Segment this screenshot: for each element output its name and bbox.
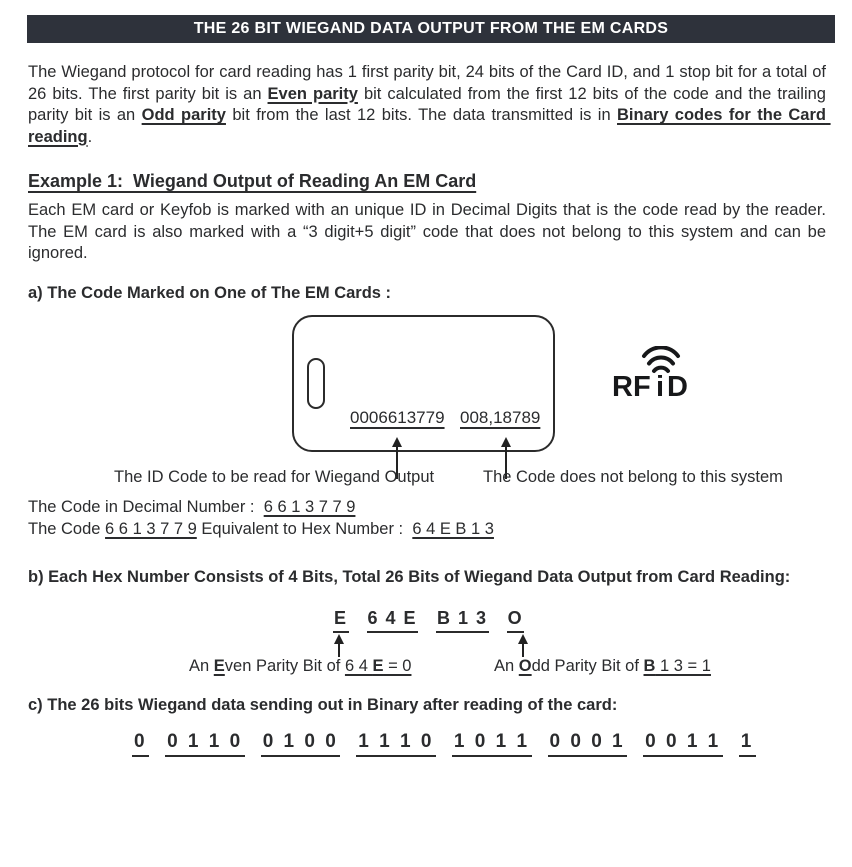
even-caption-letter: E bbox=[213, 657, 225, 675]
hex-number-line bbox=[28, 520, 494, 539]
odd-caption-letter: O bbox=[518, 657, 532, 675]
rfid-wave-medium-icon bbox=[649, 358, 673, 364]
binary-group-6: 0 0 1 1 bbox=[643, 731, 723, 757]
even-code-post: = 0 bbox=[383, 657, 412, 675]
rfid-letters-rf: RF bbox=[612, 371, 651, 403]
example1-paragraph: Each EM card or Keyfob is marked with an unique ID in Decimal Digits that is the code read by the reader. The EM card is also marked with a “3 digit+5 digit” code that does not belong to this system and can be ignored. bbox=[28, 201, 831, 262]
odd-code-post: 1 3 = 1 bbox=[655, 657, 711, 675]
decimal-label: The Code in Decimal Number : bbox=[28, 498, 264, 516]
odd-caption-mid: dd Parity Bit of bbox=[531, 657, 644, 675]
em-card-illustration bbox=[292, 315, 555, 452]
binary-group-odd-parity: 1 bbox=[739, 731, 756, 757]
even-parity-term: Even parity bbox=[267, 84, 358, 103]
binary-codes-term: Binary codes for the Card reading bbox=[28, 106, 831, 146]
hex-line-mid: Equivalent to Hex Number : bbox=[196, 520, 413, 538]
card-id-code: 0006613779 bbox=[350, 408, 445, 427]
card-secondary-code: 008,18789 bbox=[460, 408, 541, 427]
binary-group-even-parity: 0 bbox=[132, 731, 149, 757]
hex-group-64e: 6 4 E bbox=[367, 608, 419, 633]
binary-group-3: 1 1 1 0 bbox=[356, 731, 436, 757]
arrow-up-icon bbox=[518, 634, 528, 657]
title-bar bbox=[27, 15, 835, 43]
caption-id-code: The ID Code to be read for Wiegand Output bbox=[114, 468, 435, 486]
binary-group-1: 0 1 1 0 bbox=[165, 731, 245, 757]
even-caption-pre: An bbox=[189, 657, 214, 675]
arrowhead bbox=[392, 437, 402, 447]
intro-text-3: bit from the last 12 bits. The data transmitted is in bbox=[225, 106, 618, 124]
section-c-heading: c) The 26 bits Wiegand data sending out in Binary after reading of the card: bbox=[28, 696, 618, 714]
odd-code-bold: B bbox=[643, 657, 656, 675]
hex-group-b13: B 1 3 bbox=[436, 608, 489, 633]
arrowhead bbox=[334, 634, 344, 644]
section-a-heading: a) The Code Marked on One of The EM Cards : bbox=[28, 284, 392, 302]
arrow-up-icon bbox=[334, 634, 344, 657]
page-title: THE 26 BIT WIEGAND DATA OUTPUT FROM THE EM CARDS bbox=[193, 20, 669, 37]
binary-bit-row bbox=[132, 731, 756, 757]
hex-bit-row bbox=[333, 608, 524, 633]
arrowhead bbox=[501, 437, 511, 447]
example1-heading: Example 1: Wiegand Output of Reading An EM Card bbox=[28, 171, 477, 191]
rfid-letter-d: D bbox=[667, 371, 688, 403]
hex-group-odd-parity: O bbox=[507, 608, 525, 633]
even-caption-mid: ven Parity Bit of bbox=[224, 657, 345, 675]
intro-text-2: bit calculated from the first 12 bits of the code and the trailing parity bit is an bbox=[28, 84, 831, 124]
card-slot bbox=[307, 358, 325, 409]
binary-group-2: 0 1 0 0 bbox=[261, 731, 341, 757]
intro-paragraph bbox=[28, 62, 831, 148]
binary-group-4: 1 0 1 1 bbox=[452, 731, 532, 757]
section-b-heading: b) Each Hex Number Consists of 4 Bits, Total 26 Bits of Wiegand Data Output from Card Reading: bbox=[28, 568, 791, 586]
rfid-logo bbox=[605, 346, 707, 404]
odd-caption-pre: An bbox=[494, 657, 519, 675]
caption-secondary-code: The Code does not belong to this system bbox=[483, 468, 783, 486]
decimal-value: 6 6 1 3 7 7 9 bbox=[263, 498, 356, 516]
arrow-stem bbox=[338, 644, 340, 657]
arrowhead bbox=[518, 634, 528, 644]
hex-line-pre: The Code bbox=[28, 520, 106, 538]
rfid-wave-large-icon bbox=[644, 347, 678, 356]
even-parity-caption bbox=[189, 657, 411, 676]
intro-text-4: . bbox=[87, 127, 93, 146]
odd-parity-caption bbox=[494, 657, 711, 676]
intro-text-1: The Wiegand protocol for card reading has 1 first parity bit, 24 bits of the Card ID, and 1 stop bit for a total of 26 bits. The first parity bit is an bbox=[28, 63, 831, 103]
odd-caption-code bbox=[644, 657, 711, 675]
even-code-bold: E bbox=[372, 657, 384, 675]
binary-group-5: 0 0 0 1 bbox=[548, 731, 628, 757]
rfid-letter-i: i bbox=[656, 371, 665, 403]
even-code-pre: 6 4 bbox=[344, 657, 373, 675]
arrow-stem bbox=[522, 644, 524, 657]
odd-parity-term: Odd parity bbox=[141, 106, 226, 124]
decimal-number-line bbox=[28, 498, 355, 517]
hex-value: 6 4 E B 1 3 bbox=[412, 520, 494, 538]
hex-group-even-parity: E bbox=[333, 608, 349, 633]
even-caption-code bbox=[345, 657, 412, 675]
hex-line-decimal: 6 6 1 3 7 7 9 bbox=[105, 520, 197, 538]
